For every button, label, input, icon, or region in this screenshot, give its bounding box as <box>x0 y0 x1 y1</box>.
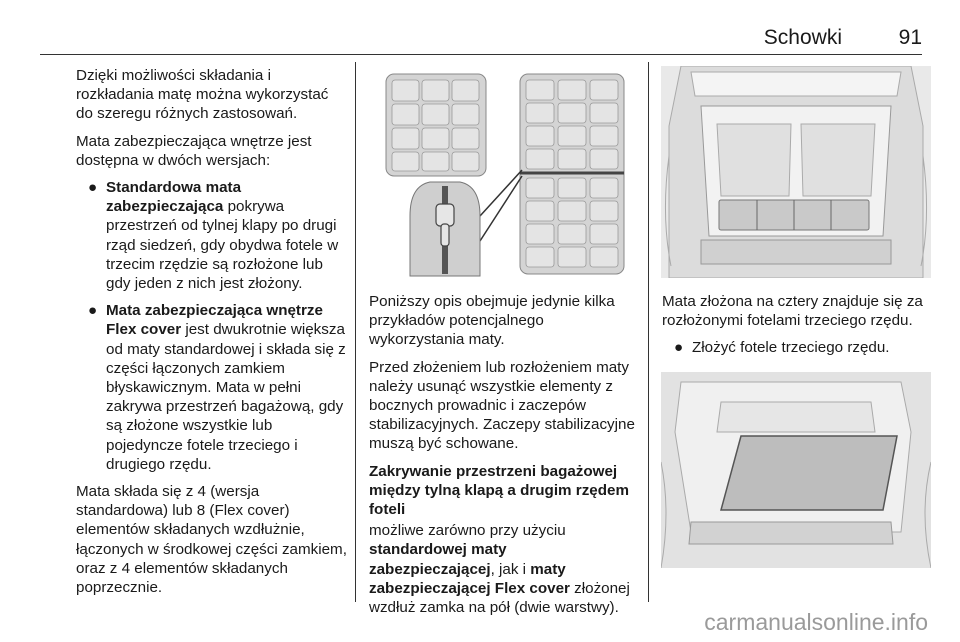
column-divider-1 <box>355 62 356 602</box>
list-item <box>662 338 930 357</box>
bold-term: Mata zabezpieczająca wnętrze Flex cover <box>106 302 323 339</box>
list-item-text: Złożyć fotele trzeciego rzędu. <box>692 339 890 357</box>
bullet: ● <box>88 179 98 197</box>
text-run: złożonej wzdłuż zamka na pół (dwie warstwy). <box>369 579 630 617</box>
paragraph: Poniższy opis obejmuje jedynie kilka przykładów potencjalnego wykorzystania maty. <box>369 293 615 349</box>
bold-term: standardowej maty zabezpieczającej <box>369 541 507 578</box>
list-item <box>76 178 348 293</box>
cargo-mat <box>721 436 897 510</box>
paragraph <box>369 521 635 617</box>
column-3 <box>662 292 930 366</box>
page-header <box>40 26 922 52</box>
list-item-text: pokrywa przestrzeń od tylnej klapy po drugi rząd siedzeń, gdy obydwa fotele w trzecim rzędzie są rozłożone lub gdy jeden z nich jest złożony. <box>106 198 339 293</box>
paragraph: Mata zabezpieczająca wnętrze jest dostępna w dwóch wersjach: <box>76 132 312 169</box>
paragraph: Dzięki możliwości składania i rozkładania matę można wykorzystać do szeregu różnych zastosowań. <box>76 67 329 123</box>
bold-term: Standardowa mata zabezpieczająca <box>106 179 242 216</box>
column-1 <box>76 66 348 605</box>
bold-term: maty zabezpieczającej Flex cover <box>369 560 570 597</box>
paragraph: Mata składa się z 4 (wersja standardowa) lub 8 (Flex cover) elementów składanych wzdłużnie, łączonych w środkowej części zamkiem, oraz z 4 elementów składanych poprzecznie. <box>76 483 347 597</box>
list-item-text: jest dwukrotnie większa od maty standardowej i składa się z części łączonych zamkiem błyskawicznym. Mata w pełni zakrywa przestrzeń bagażową, gdy są złożone wszystkie lub pojedyncze fotele trzeciego i drugiego rzędu. <box>106 321 346 473</box>
mat-zipper-illustration <box>370 66 636 278</box>
car-trunk-seats-folded-illustration <box>661 372 931 568</box>
paragraph: Mata złożona na cztery znajduje się za rozłożonymi fotelami trzeciego rzędu. <box>662 293 923 330</box>
step-list <box>662 338 930 357</box>
header-rule <box>40 54 922 55</box>
bullet: ● <box>674 339 684 357</box>
text-run: możliwe zarówno przy użyciu <box>369 522 566 540</box>
paragraph: Przed złożeniem lub rozłożeniem maty należy usunąć wszystkie elementy z bocznych prowadnic i zaczepów stabilizacyjnych. Zaczepy stabilizacyjne muszą być schowane. <box>369 358 635 453</box>
version-list <box>76 178 348 474</box>
column-divider-2 <box>648 62 649 602</box>
column-2 <box>369 292 635 625</box>
text-run: , jak i <box>490 560 531 578</box>
section-heading: Zakrywanie przestrzeni bagażowej między tylną klapą a drugim rzędem foteli <box>369 462 629 519</box>
page-number: 91 <box>898 26 922 49</box>
section-title: Schowki <box>763 26 842 49</box>
bullet: ● <box>88 302 98 320</box>
watermark: carmanualsonline.info <box>704 609 928 635</box>
zipper-detail-icon <box>410 182 480 276</box>
car-trunk-folded-mat-illustration <box>661 66 931 278</box>
list-item <box>76 301 348 474</box>
